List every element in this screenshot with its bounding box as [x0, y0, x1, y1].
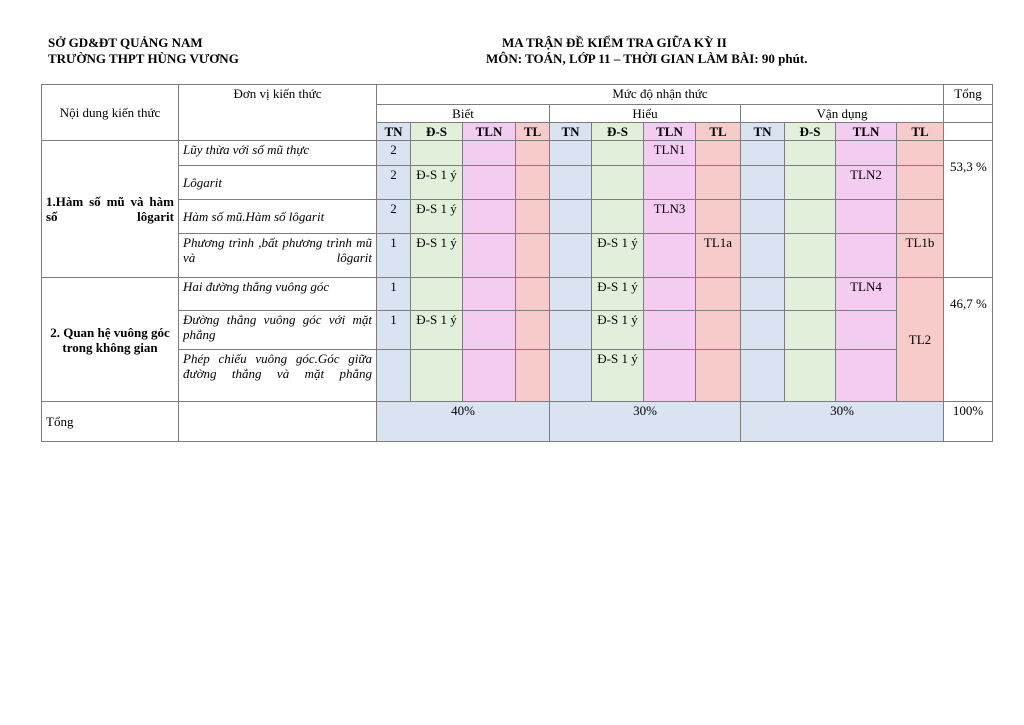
cell-hieu-tl	[696, 166, 741, 200]
subcol-tln: TLN	[836, 123, 897, 141]
cell-biet-ds	[411, 141, 463, 166]
document-subtitle: MÔN: TOÁN, LỚP 11 – THỜI GIAN LÀM BÀI: 90 phút.	[486, 51, 808, 66]
cell-hieu-tn	[550, 311, 592, 350]
cell-vandung-tln	[836, 350, 897, 402]
cell-biet-tn: 2	[377, 141, 411, 166]
cell-biet-tl	[516, 141, 550, 166]
subcol-tl: TL	[897, 123, 944, 141]
unit-column-header: Đơn vị kiến thức	[179, 85, 377, 141]
cell-biet-ds: Đ-S 1 ý	[411, 234, 463, 278]
cell-hieu-ds	[592, 166, 644, 200]
cell-biet-tn: 2	[377, 200, 411, 234]
cell-hieu-tn	[550, 200, 592, 234]
cell-hieu-tn	[550, 278, 592, 311]
cell-vandung-ds	[785, 311, 836, 350]
unit-name: Phương trình ,bất phương trình mũ và lôgarit	[179, 234, 377, 278]
cell-hieu-ds: Đ-S 1 ý	[592, 278, 644, 311]
cell-vandung-ds	[785, 350, 836, 402]
cell-hieu-tln: TLN3	[644, 200, 696, 234]
cell-vandung-tln: TLN4	[836, 278, 897, 311]
cell-hieu-ds	[592, 200, 644, 234]
cell-biet-ds: Đ-S 1 ý	[411, 311, 463, 350]
level-hieu: Hiểu	[550, 105, 741, 123]
cell-hieu-tln: TLN1	[644, 141, 696, 166]
cell-hieu-tl: TL1a	[696, 234, 741, 278]
unit-name: Lôgarit	[179, 166, 377, 200]
cell-vandung-tl	[897, 141, 944, 166]
cell-hieu-ds: Đ-S 1 ý	[592, 350, 644, 402]
cell-biet-tln	[463, 311, 516, 350]
cell-hieu-tn	[550, 141, 592, 166]
topic-2-total: 46,7 %	[944, 278, 993, 402]
cell-hieu-tl	[696, 311, 741, 350]
subcol-tn: TN	[550, 123, 592, 141]
subcol-tn: TN	[741, 123, 785, 141]
total-vandung: 30%	[741, 402, 944, 442]
cell-biet-ds: Đ-S 1 ý	[411, 166, 463, 200]
cell-biet-tn	[377, 350, 411, 402]
unit-name: Đường thẳng vuông góc với mặt phẳng	[179, 311, 377, 350]
cell-vandung-tln: TLN2	[836, 166, 897, 200]
subcol-ds: Đ-S	[411, 123, 463, 141]
cell-hieu-tn	[550, 166, 592, 200]
school-name: TRƯỜNG THPT HÙNG VƯƠNG	[48, 51, 239, 66]
cell-vandung-tln	[836, 234, 897, 278]
cell-biet-tln	[463, 234, 516, 278]
cell-hieu-tln	[644, 234, 696, 278]
subcol-tl: TL	[516, 123, 550, 141]
table-row	[42, 200, 993, 234]
subcol-tn: TN	[377, 123, 411, 141]
cell-hieu-tln	[644, 166, 696, 200]
cell-vandung-ds	[785, 234, 836, 278]
department-name: SỞ GD&ĐT QUẢNG NAM	[48, 35, 203, 50]
header-right	[486, 35, 807, 67]
cell-vandung-tn	[741, 200, 785, 234]
cell-hieu-tln	[644, 278, 696, 311]
cell-vandung-ds	[785, 166, 836, 200]
total-row-blank	[179, 402, 377, 442]
cell-hieu-tl	[696, 200, 741, 234]
header-left	[48, 35, 239, 67]
table-row	[42, 166, 993, 200]
cell-vandung-tn	[741, 166, 785, 200]
unit-name: Hàm số mũ.Hàm số lôgarit	[179, 200, 377, 234]
level-biet: Biết	[377, 105, 550, 123]
cell-vandung-tn	[741, 234, 785, 278]
table-row	[42, 311, 993, 350]
unit-name: Phép chiếu vuông góc.Góc giữa đường thẳng và mặt phẳng	[179, 350, 377, 402]
cell-vandung-tln	[836, 311, 897, 350]
table-row	[42, 278, 993, 311]
cell-hieu-tl	[696, 141, 741, 166]
cell-biet-tn: 2	[377, 166, 411, 200]
total-grand: 100%	[944, 402, 993, 442]
cell-biet-tln	[463, 166, 516, 200]
subcol-ds: Đ-S	[592, 123, 644, 141]
cell-vandung-ds	[785, 200, 836, 234]
subcol-tl: TL	[696, 123, 741, 141]
table-row	[42, 234, 993, 278]
subcol-tln: TLN	[644, 123, 696, 141]
cell-hieu-tl	[696, 278, 741, 311]
topic-2-name: 2. Quan hệ vuông góc trong không gian	[42, 278, 179, 402]
total-row	[42, 402, 993, 442]
cell-biet-tl	[516, 234, 550, 278]
cell-vandung-ds	[785, 141, 836, 166]
cell-biet-ds	[411, 278, 463, 311]
table-row	[42, 350, 993, 402]
total-row-label: Tổng	[42, 402, 179, 442]
total-hieu: 30%	[550, 402, 741, 442]
cell-biet-tl	[516, 166, 550, 200]
cell-hieu-tn	[550, 350, 592, 402]
unit-name: Hai đường thẳng vuông góc	[179, 278, 377, 311]
cell-vandung-tn	[741, 141, 785, 166]
cell-hieu-tl	[696, 350, 741, 402]
cell-hieu-ds: Đ-S 1 ý	[592, 234, 644, 278]
table-row	[42, 141, 993, 166]
cell-biet-tn: 1	[377, 234, 411, 278]
cell-vandung-tln	[836, 200, 897, 234]
cell-biet-tn: 1	[377, 278, 411, 311]
cell-vandung-tln	[836, 141, 897, 166]
topic-1-name: 1.Hàm số mũ và hàm số lôgarit	[42, 141, 179, 278]
cell-hieu-ds: Đ-S 1 ý	[592, 311, 644, 350]
cell-hieu-tn	[550, 234, 592, 278]
cell-vandung-tn	[741, 311, 785, 350]
cell-biet-ds	[411, 350, 463, 402]
content-column-header: Nội dung kiến thức	[42, 85, 179, 141]
cell-vandung-tl	[897, 166, 944, 200]
cell-biet-tl	[516, 200, 550, 234]
cell-vandung-tl-merged: TL2	[897, 278, 944, 402]
total-header-blank	[944, 105, 993, 123]
cell-vandung-tn	[741, 350, 785, 402]
cell-vandung-tl	[897, 200, 944, 234]
cell-biet-tn: 1	[377, 311, 411, 350]
level-van-dung: Vận dụng	[741, 105, 944, 123]
cell-biet-tl	[516, 350, 550, 402]
header-row-1	[42, 85, 993, 105]
total-biet: 40%	[377, 402, 550, 442]
topic-1-total: 53,3 %	[944, 141, 993, 278]
subcol-tln: TLN	[463, 123, 516, 141]
unit-name: Lũy thừa với số mũ thực	[179, 141, 377, 166]
cell-biet-tl	[516, 311, 550, 350]
knowledge-matrix-table	[41, 84, 993, 442]
cell-vandung-tl: TL1b	[897, 234, 944, 278]
cell-hieu-tln	[644, 311, 696, 350]
level-column-header: Mức độ nhận thức	[377, 85, 944, 105]
cell-biet-tln	[463, 278, 516, 311]
total-column-header: Tổng	[944, 85, 993, 105]
total-subheader-blank	[944, 123, 993, 141]
cell-biet-tl	[516, 278, 550, 311]
cell-hieu-tln	[644, 350, 696, 402]
cell-vandung-tn	[741, 278, 785, 311]
document-title: MA TRẬN ĐỀ KIỂM TRA GIỮA KỲ II	[502, 35, 727, 50]
cell-biet-ds: Đ-S 1 ý	[411, 200, 463, 234]
cell-biet-tln	[463, 350, 516, 402]
cell-hieu-ds	[592, 141, 644, 166]
cell-vandung-ds	[785, 278, 836, 311]
subcol-ds: Đ-S	[785, 123, 836, 141]
cell-biet-tln	[463, 200, 516, 234]
cell-biet-tln	[463, 141, 516, 166]
